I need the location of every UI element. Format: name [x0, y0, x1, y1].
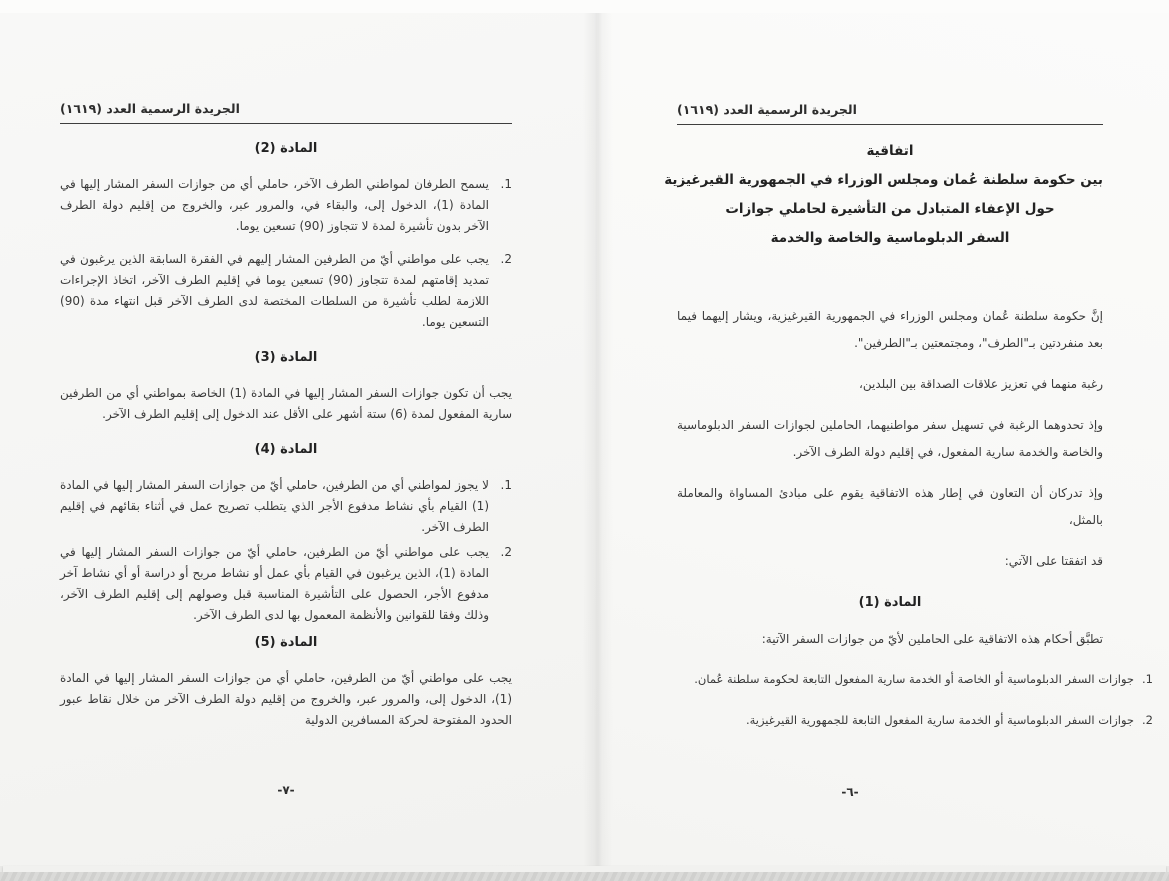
agreement-title-line-2: بين حكومة سلطنة عُمان ومجلس الوزراء في الجمهورية القيرغيزية: [664, 172, 1103, 188]
gazette-header-left: الجريدة الرسمية العدد (١٦١٩): [60, 101, 512, 124]
item-number: 2.: [1142, 713, 1153, 727]
article-4-heading: المادة (4): [254, 442, 318, 457]
gazette-page-left: [0, 13, 597, 866]
article-5-body: يجب على مواطني أيّ من الطرفين، حاملي أي من جوازات السفر المشار إليها في المادة (1)، الدخول إلى، والمرور عبر، والخروج من إقليم دولة الطرف الآخر من خلال نقاط عبور الحدود المفتوحة لحركة المسافرين الدولية: [60, 671, 512, 727]
item-text: جوازات السفر الدبلوماسية أو الخدمة سارية المفعول التابعة للجمهورية القيرغيزية.: [745, 713, 1135, 727]
article-1-intro: تطبَّق أحكام هذه الاتفاقية على الحاملين لأيّ من جوازات السفر الآتية:: [761, 632, 1103, 646]
preamble-paragraph-3: وإذ تحدوهما الرغبة في تسهيل سفر مواطنيهما، الحاملين لجوازات السفر الدبلوماسية والخاصة والخدمة سارية المفعول، في إقليم دولة الطرف الآخر.: [677, 418, 1103, 459]
right-page-content: [664, 102, 1153, 748]
item-number: 1.: [1142, 672, 1153, 686]
article-2-item-2: [60, 249, 512, 333]
item-number: 1.: [500, 177, 512, 191]
agreement-title-line-1: اتفاقية: [866, 143, 914, 159]
page-number-right: -٦-: [841, 785, 859, 799]
item-text: جوازات السفر الدبلوماسية أو الخاصة أو الخدمة سارية المفعول التابعة لحكومة سلطنة عُمان.: [694, 672, 1135, 686]
item-number: 2.: [500, 545, 512, 559]
preamble-paragraph-4: وإذ تدركان أن التعاون في إطار هذه الاتفاقية يقوم على مبادئ المساواة والمعاملة بالمثل،: [677, 486, 1103, 527]
article-2-item-1: [60, 174, 512, 237]
preamble-paragraph-1: إنَّ حكومة سلطنة عُمان ومجلس الوزراء في الجمهورية القيرغيزية، ويشار إليهما فيما بعد منفردتين بـ"الطرف"، ومجتمعتين بـ"الطرفين".: [677, 309, 1103, 350]
article-3-body: يجب أن تكون جوازات السفر المشار إليها في المادة (1) الخاصة بمواطني أي من الطرفين سارية المفعول لمدة (6) ستة أشهر على الأقل عند الدخول إلى إقليم الطرف الآخر.: [60, 386, 512, 421]
article-1-heading: المادة (1): [858, 595, 922, 610]
left-page-content: [60, 101, 512, 744]
page-number-left: -٧-: [277, 783, 295, 797]
item-number: 1.: [500, 478, 512, 492]
article-2-heading: المادة (2): [254, 141, 318, 156]
item-number: 2.: [500, 252, 512, 266]
gazette-header-right: الجريدة الرسمية العدد (١٦١٩): [677, 102, 1103, 125]
gazette-page-right: [597, 13, 1169, 866]
item-text: يجب على مواطني أيّ من الطرفين، حاملي أيّ من جوازات السفر المشار إليها في المادة (1)، الذين يرغبون في القيام بأي عمل أو نشاط مربح أو دراسة أو أي نشاط آخر مدفوع الأجر، الحصول على التأشيرة المناسبة قبل وصولهم إلى إقليم الطرف الآخر، وذلك وفقا للقوانين والأنظمة المعمول بها لدى الطرف الآخر.: [60, 545, 489, 622]
agreement-title-line-4: السفر الدبلوماسية والخاصة والخدمة: [770, 230, 1010, 246]
article-1-item-1: [677, 666, 1153, 693]
preamble-paragraph-2: رغبة منهما في تعزيز علاقات الصداقة بين البلدين،: [859, 377, 1103, 391]
item-text: يسمح الطرفان لمواطني الطرف الآخر، حاملي أي من جوازات السفر المشار إليها في المادة (1)، الدخول إلى، والبقاء في، والمرور عبر، والخروج من إقليم دولة الطرف الآخر بدون تأشيرة لمدة لا تتجاوز (90) تسعين يوما.: [60, 177, 489, 233]
item-text: يجب على مواطني أيّ من الطرفين المشار إليهم في الفقرة السابقة الذين يرغبون في تمديد إقامتهم لمدة تتجاوز (90) تسعين يوما في إقليم الطرف الآخر، اتخاذ الإجراءات اللازمة لطلب تأشيرة من السلطات المختصة لدى الطرف الآخر قبل انتهاء مدة (90) التسعين يوما.: [60, 252, 489, 329]
article-1-item-2: [677, 707, 1153, 734]
backdrop-top: [0, 0, 1169, 13]
article-4-item-1: [60, 475, 512, 538]
agreement-title-line-3: حول الإعفاء المتبادل من التأشيرة لحاملي جوازات: [725, 201, 1055, 217]
preamble-paragraph-5: قد اتفقتا على الآتي:: [1004, 554, 1103, 568]
article-5-heading: المادة (5): [254, 635, 318, 650]
preamble: [677, 303, 1103, 575]
article-3-heading: المادة (3): [254, 350, 318, 365]
item-text: لا يجوز لمواطني أي من الطرفين، حاملي أيّ من جوازات السفر المشار إليها في المادة (1) القيام بأي نشاط مدفوع الأجر الذي يتطلب تصريح عمل في أثناء بقائهم في إقليم الطرف الآخر.: [60, 478, 489, 534]
agreement-title: [664, 137, 1103, 253]
table-surface: [0, 872, 1169, 881]
article-4-item-2: [60, 542, 512, 626]
